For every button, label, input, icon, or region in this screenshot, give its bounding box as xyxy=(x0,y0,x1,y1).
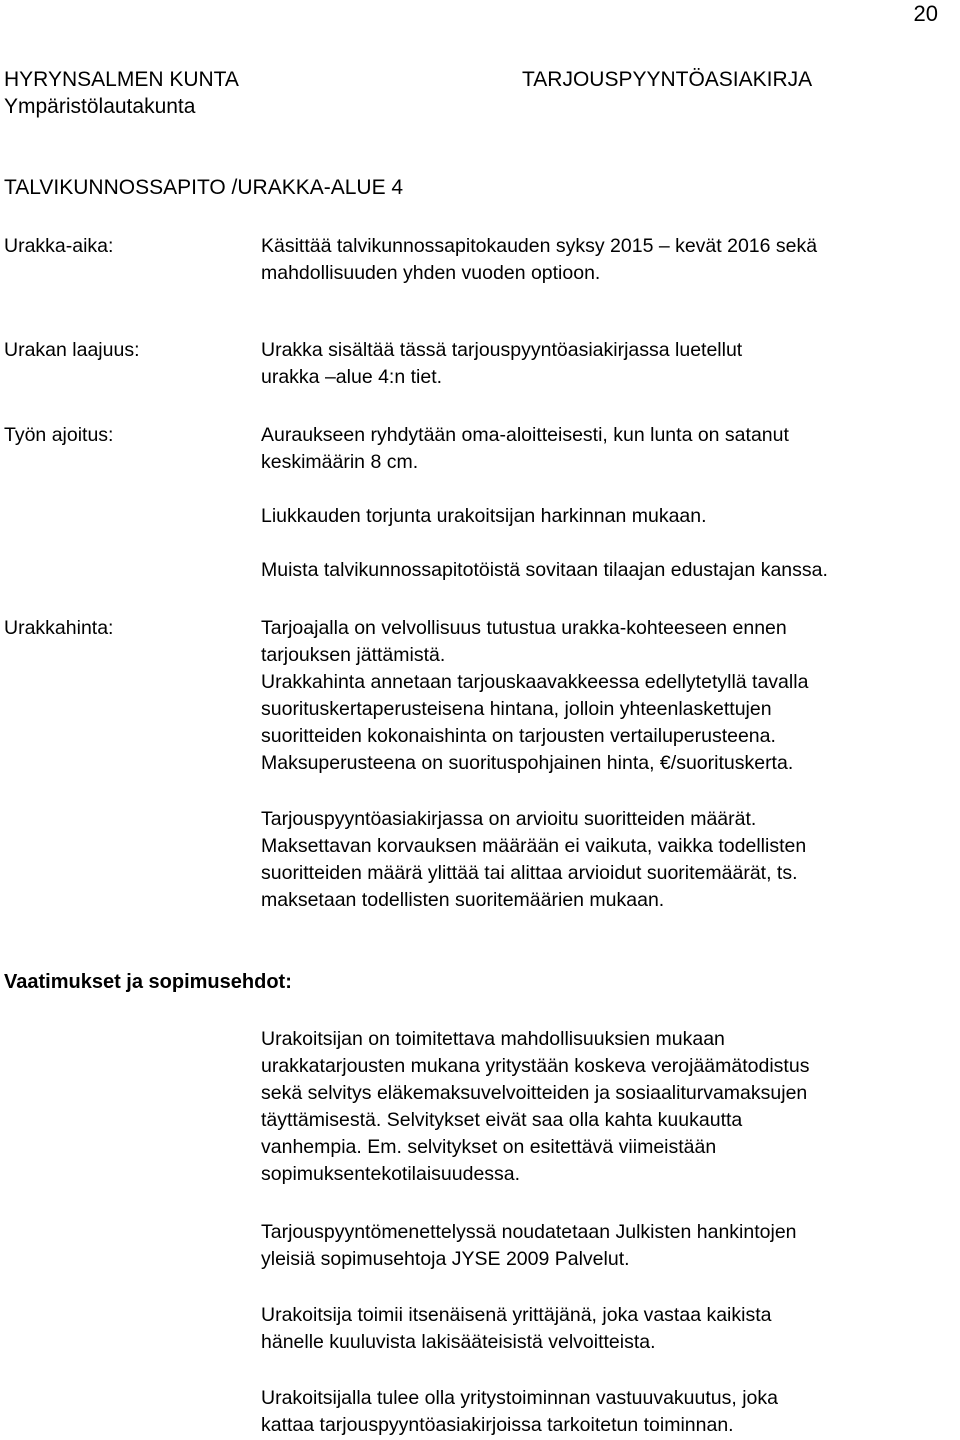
vaatimukset-p2-line: yleisiä sopimusehtoja JYSE 2009 Palvelut. xyxy=(261,1248,630,1270)
laajuus-line: urakka –alue 4:n tiet. xyxy=(261,366,443,388)
label-vaatimukset: Vaatimukset ja sopimusehdot: xyxy=(4,971,292,993)
hinta-line: Urakkahinta annetaan tarjouskaavakkeessa edellytetyllä tavalla xyxy=(261,671,809,693)
page-number: 20 xyxy=(913,1,938,26)
vaatimukset-p3-line: hänelle kuuluvista lakisääteisistä velvoitteista. xyxy=(261,1331,656,1353)
label-urakan-laajuus: Urakan laajuus: xyxy=(4,339,140,361)
ajoitus-line: keskimäärin 8 cm. xyxy=(261,451,419,473)
ajoitus-paragraph: Muista talvikunnossapitotöistä sovitaan tilaajan edustajan kanssa. xyxy=(261,559,828,581)
hinta-p2-line: suoritteiden määrä ylittää tai alittaa arvioidut suoritemäärät, ts. xyxy=(261,862,798,884)
hinta-line: Tarjoajalla on velvollisuus tutustua urakka-kohteeseen ennen xyxy=(261,617,787,639)
vaatimukset-p1-line: täyttämisestä. Selvitykset eivät saa olla kahta kuukautta xyxy=(261,1109,743,1131)
vaatimukset-p1-line: sekä selvitys eläkemaksuvelvoitteiden ja sosiaaliturvamaksujen xyxy=(261,1082,808,1104)
laajuus-line: Urakka sisältää tässä tarjouspyyntöasiakirjassa luetellut xyxy=(261,339,743,361)
department-name: Ympäristölautakunta xyxy=(4,95,196,118)
vaatimukset-p3-line: Urakoitsija toimii itsenäisenä yrittäjänä, joka vastaa kaikista xyxy=(261,1304,772,1326)
ajoitus-paragraph: Liukkauden torjunta urakoitsijan harkinnan mukaan. xyxy=(261,505,707,527)
label-urakka-aika: Urakka-aika: xyxy=(4,235,114,257)
document-type: TARJOUSPYYNTÖASIAKIRJA xyxy=(522,68,813,91)
urakka-aika-line: mahdollisuuden yhden vuoden optioon. xyxy=(261,262,601,284)
org-name: HYRYNSALMEN KUNTA xyxy=(4,68,239,91)
hinta-line: tarjouksen jättämistä. xyxy=(261,644,446,666)
label-tyon-ajoitus: Työn ajoitus: xyxy=(4,424,114,446)
hinta-p2-line: Tarjouspyyntöasiakirjassa on arvioitu suoritteiden määrät. xyxy=(261,808,757,830)
label-urakkahinta: Urakkahinta: xyxy=(4,617,114,639)
hinta-p2-line: maksetaan todellisten suoritemäärien mukaan. xyxy=(261,889,665,911)
vaatimukset-p1-line: urakkatarjousten mukana yritystään koskeva verojäämätodistus xyxy=(261,1055,810,1077)
vaatimukset-p1-line: Urakoitsijan on toimitettava mahdollisuuksien mukaan xyxy=(261,1028,725,1050)
hinta-line: Maksuperusteena on suorituspohjainen hinta, €/suorituskerta. xyxy=(261,752,794,774)
hinta-p2-line: Maksettavan korvauksen määrään ei vaikuta, vaikka todellisten xyxy=(261,835,807,857)
vaatimukset-p1-line: sopimuksentekotilaisuudessa. xyxy=(261,1163,521,1185)
urakka-aika-line: Käsittää talvikunnossapitokauden syksy 2015 – kevät 2016 sekä xyxy=(261,235,818,257)
document-title: TALVIKUNNOSSAPITO /URAKKA-ALUE 4 xyxy=(4,176,404,199)
vaatimukset-p4-line: kattaa tarjouspyyntöasiakirjoissa tarkoitetun toiminnan. xyxy=(261,1414,734,1436)
ajoitus-line: Auraukseen ryhdytään oma-aloitteisesti, kun lunta on satanut xyxy=(261,424,789,446)
vaatimukset-p4-line: Urakoitsijalla tulee olla yritystoiminnan vastuuvakuutus, joka xyxy=(261,1387,778,1409)
hinta-line: suoritteiden kokonaishinta on tarjousten vertailuperusteena. xyxy=(261,725,776,747)
hinta-line: suorituskertaperusteisena hintana, jolloin yhteenlaskettujen xyxy=(261,698,772,720)
vaatimukset-p1-line: vanhempia. Em. selvitykset on esitettävä viimeistään xyxy=(261,1136,717,1158)
vaatimukset-p2-line: Tarjouspyyntömenettelyssä noudatetaan Julkisten hankintojen xyxy=(261,1221,797,1243)
